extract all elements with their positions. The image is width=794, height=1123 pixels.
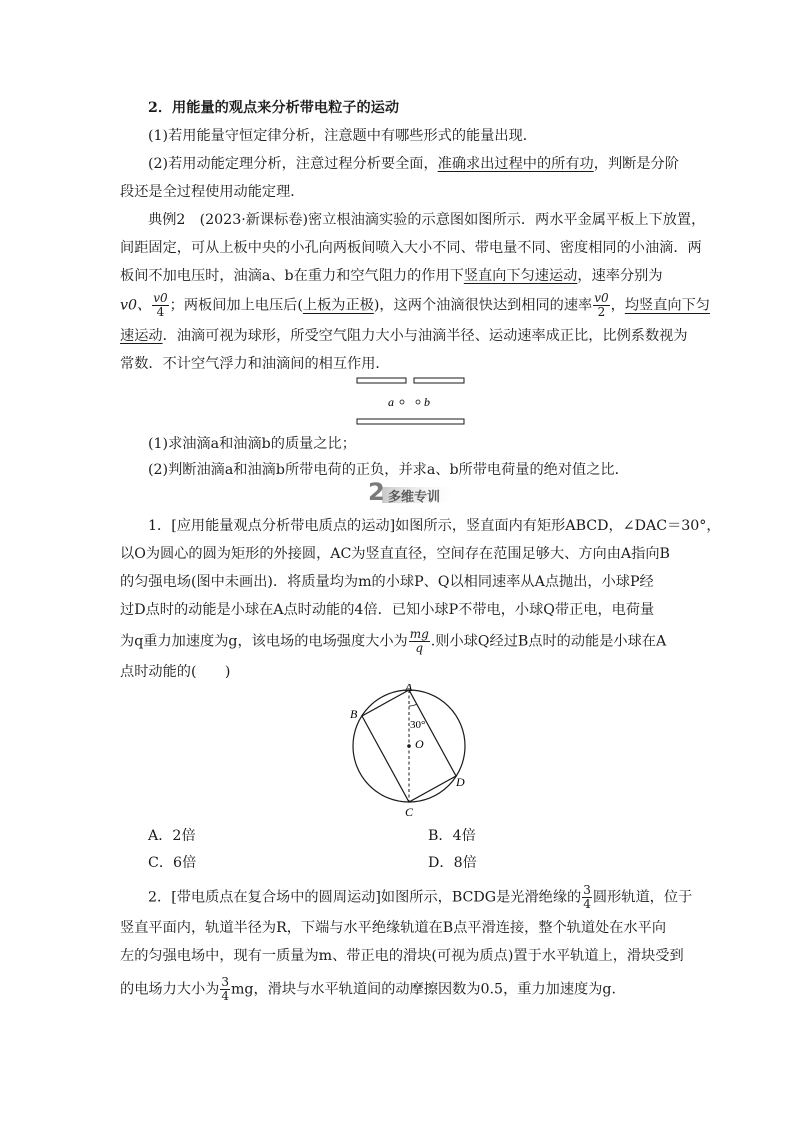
fraction: $\frac{mg}{q}$	[409, 627, 429, 655]
problem-line: 左的匀强电场中，现有一质量为m、带正电的滑块(可视为质点)置于水平轨道上，滑块受到	[120, 948, 684, 964]
fraction: $\frac{3}{4}$	[583, 883, 591, 911]
banner-number: 2	[368, 478, 385, 506]
problem-line: 点时动能的( )	[120, 664, 231, 680]
problem-line: 2．[带电质点在复合场中的圆周运动]如图所示，BCDG是光滑绝缘的 $\frac{3}{4}$ 圆形轨道，位于	[148, 883, 693, 911]
section-title: 2．用能量的观点来分析带电粒子的运动	[148, 100, 400, 116]
problem-line: 的电场力大小为 $\frac{3}{4}$ mg，滑块与水平轨道间的动摩擦因数为0.5，重力加速度为g.	[120, 975, 616, 1003]
upper-plate-left	[357, 378, 406, 383]
label-a: A	[405, 684, 413, 694]
millikan-diagram	[356, 376, 466, 426]
problem-line: 的匀强电场(图中未画出)．将质量均为m的小球P、Q以相同速率从A点抛出，小球P经	[120, 574, 654, 590]
label-d: D	[456, 775, 465, 789]
droplet-a	[400, 400, 404, 404]
example-line: 常数．不计空气浮力和油滴间的相互作用．	[120, 356, 390, 372]
problem-line: 为q重力加速度为g，该电场的电场强度大小为 $\frac{mg}{q}$ .则小球Q经过B点时的动能是小球在A	[120, 627, 667, 655]
banner-text: 多维专训	[388, 490, 441, 505]
circle-rectangle-diagram	[346, 684, 476, 820]
example-line: 板间不加电压时，油滴a、b在重力和空气阻力的作用下竖直向下匀速运动，速率分别为	[120, 268, 663, 284]
option-a: A．2倍	[148, 828, 196, 844]
section-banner	[368, 478, 452, 506]
droplet-b-label: b	[424, 395, 430, 409]
fraction: $\frac{v0}{2}$	[594, 291, 609, 319]
problem-line: 过D点时的动能是小球在A点时动能的4倍．已知小球P不带电，小球Q带正电，电荷量	[120, 602, 655, 618]
problem-line: 以O为圆心的圆为矩形的外接圆，AC为竖直直径，空间存在范围足够大、方向由A指向B	[120, 546, 670, 562]
droplet-b	[416, 400, 420, 404]
center-point	[407, 744, 411, 748]
fraction: $\frac{3}{4}$	[221, 975, 229, 1003]
label-c: C	[405, 805, 414, 819]
label-b: B	[350, 707, 358, 721]
option-c: C．6倍	[148, 855, 197, 871]
paragraph: (1)若用能量守恒定律分析，注意题中有哪些形式的能量出现．	[148, 128, 537, 144]
lower-plate	[357, 419, 464, 424]
problem-line: 1．[应用能量观点分析带电质点的运动]如图所示，竖直面内有矩形ABCD，∠DAC＝30°，	[148, 518, 721, 534]
example-line: v0、 $\frac{v0}{4}$ ；两板间加上电压后(上板为正极)，这两个油滴很快达到相同的速率 $\frac{v0}{2}$ ，均竖直向下匀	[120, 291, 710, 319]
paragraph: 段还是全过程使用动能定理．	[120, 184, 305, 200]
option-d: D．8倍	[428, 855, 477, 871]
example-line: 间距固定，可从上板中央的小孔向两板间喷入大小不同、带电量不同、密度相同的小油滴．两	[120, 240, 702, 256]
angle-arc	[409, 704, 417, 706]
option-b: B．4倍	[428, 828, 476, 844]
upper-plate-right	[414, 378, 464, 383]
label-o: O	[415, 737, 424, 751]
question: (2)判断油滴a和油滴b所带电荷的正负，并求a、b所带电荷量的绝对值之比．	[148, 462, 629, 478]
problem-line: 竖直平面内，轨道半径为R，下端与水平绝缘轨道在B点平滑连接，整个轨道处在水平向	[120, 920, 667, 936]
paragraph: (2)若用动能定理分析，注意过程分析要全面，准确求出过程中的所有功，判断是分阶	[148, 156, 679, 172]
droplet-a-label: a	[388, 395, 394, 409]
fraction: $\frac{v0}{4}$	[153, 291, 168, 319]
example-line: 速运动．油滴可视为球形，所受空气阻力大小与油滴半径、运动速率成正比，比例系数视为	[120, 328, 688, 344]
angle-label: 30°	[410, 719, 426, 731]
example-line: 典例2 (2023·新课标卷)密立根油滴实验的示意图如图所示．两水平金属平板上下放置，	[148, 212, 706, 228]
question: (1)求油滴a和油滴b的质量之比；	[148, 436, 356, 452]
